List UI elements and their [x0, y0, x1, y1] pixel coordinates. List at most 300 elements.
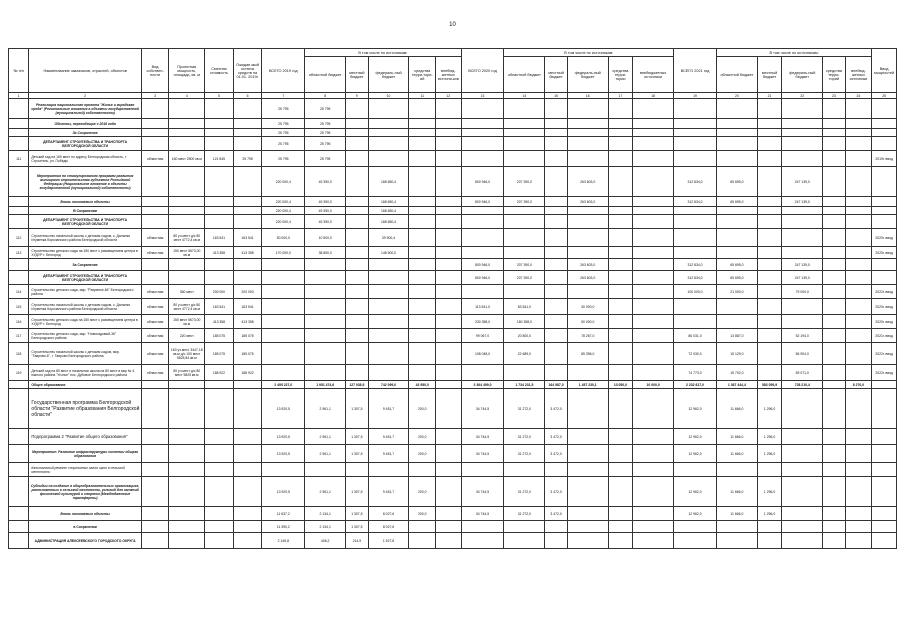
cell-value [205, 429, 234, 445]
cell-value [169, 429, 205, 445]
row-name: Строительство детского сада на 150 мест с размещением центра в ХУДУР г. Белгород [29, 315, 141, 329]
table-row [9, 381, 897, 389]
cell-value [545, 137, 567, 151]
cell-value: 34 744,5 [461, 389, 504, 429]
cell-value: 25 795 [262, 151, 305, 167]
cell-value [205, 137, 234, 151]
cell-value: 1 457 230,1 [567, 381, 608, 389]
cell-value: 200,0 [409, 429, 436, 445]
cell-value [368, 99, 409, 119]
cell-value [633, 445, 674, 463]
cell-value [845, 247, 872, 259]
cell-value [608, 343, 633, 365]
cell-value [608, 129, 633, 137]
cell-value: 247 139,0 [782, 197, 823, 207]
cell-value: 34 744,5 [461, 477, 504, 507]
cell-value [233, 429, 262, 445]
cell-value: 163 541 [233, 299, 262, 315]
row-number: 111 [9, 151, 29, 167]
cell-value [567, 215, 608, 229]
cell-value [757, 197, 782, 207]
cell-value: 9 451,7 [368, 477, 409, 507]
cell-value [757, 229, 782, 247]
cell-value [461, 215, 504, 229]
cell-value: 8 027,6 [368, 521, 409, 533]
cell-value [782, 299, 823, 315]
cell-value [845, 445, 872, 463]
cell-value [205, 207, 234, 215]
cell-value [608, 365, 633, 381]
cell-value [368, 299, 409, 315]
row-number [9, 463, 29, 477]
cell-value [545, 229, 567, 247]
cell-value [633, 343, 674, 365]
cell-value [545, 343, 567, 365]
cell-value [461, 129, 504, 137]
header-2020-regional: областной бюджет [504, 57, 545, 93]
cell-value [233, 521, 262, 533]
row-name: Объекты, переходящие с 2018 года [29, 119, 141, 129]
cell-value [305, 329, 346, 343]
cell-value [823, 137, 845, 151]
cell-value [346, 197, 368, 207]
cell-value [346, 329, 368, 343]
cell-value [567, 463, 608, 477]
cell-value [262, 315, 305, 329]
cell-value [823, 329, 845, 343]
cell-value [368, 315, 409, 329]
row-number [9, 429, 29, 445]
cell-value [436, 521, 462, 533]
cell-value: областная [141, 315, 169, 329]
header-2021-regional: областной бюджет [716, 57, 757, 93]
cell-value [845, 215, 872, 229]
cell-value [141, 477, 169, 507]
header-capacity: Проектная мощность, площадь, кв. м [169, 49, 205, 93]
cell-value: 2020г. ввод [872, 315, 897, 329]
cell-value: 79 000,0 [782, 285, 823, 299]
cell-value: 2022г. ввод [872, 343, 897, 365]
cell-value [141, 389, 169, 429]
cell-value [305, 259, 346, 271]
cell-value [346, 229, 368, 247]
cell-value [757, 463, 782, 477]
cell-value [608, 207, 633, 215]
cell-value [823, 151, 845, 167]
cell-value: 170 000,0 [262, 247, 305, 259]
column-number: 4 [169, 93, 205, 99]
cell-value [845, 329, 872, 343]
cell-value: 312 834,0 [674, 259, 717, 271]
cell-value: 1 307,5 [346, 389, 368, 429]
cell-value [845, 259, 872, 271]
cell-value [436, 247, 462, 259]
cell-value [608, 507, 633, 521]
cell-value [633, 129, 674, 137]
cell-value [633, 137, 674, 151]
cell-value [633, 429, 674, 445]
cell-value: 185 075 [233, 343, 262, 365]
row-name: Вновь начинаемые объекты [29, 197, 141, 207]
cell-value [141, 137, 169, 151]
column-number: 23 [823, 93, 845, 99]
cell-value: 13 920,5 [262, 429, 305, 445]
cell-value: 263 603,0 [567, 271, 608, 285]
cell-value [346, 215, 368, 229]
cell-value [141, 207, 169, 215]
cell-value: 163 541 [205, 299, 234, 315]
cell-value [504, 229, 545, 247]
column-number: 13 [461, 93, 504, 99]
cell-value: 13 920,5 [262, 477, 305, 507]
cell-value: 100 000,0 [674, 285, 717, 299]
cell-value: 15 129,0 [716, 343, 757, 365]
cell-value: 413 358 [205, 247, 234, 259]
cell-value [409, 215, 436, 229]
cell-value: 350 мест [169, 285, 205, 299]
cell-value [169, 259, 205, 271]
cell-value [823, 215, 845, 229]
header-total-2020: ВСЕГО 2020 год [461, 49, 504, 93]
cell-value [872, 197, 897, 207]
row-number: 116 [9, 315, 29, 329]
cell-value [169, 507, 205, 521]
cell-value [872, 129, 897, 137]
cell-value [368, 343, 409, 365]
cell-value [169, 477, 205, 507]
column-number: 17 [608, 93, 633, 99]
cell-value [633, 389, 674, 429]
cell-value [567, 389, 608, 429]
cell-value [368, 285, 409, 299]
cell-value [608, 445, 633, 463]
cell-value [823, 285, 845, 299]
column-number: 7 [262, 93, 305, 99]
cell-value [716, 533, 757, 549]
cell-value: 25 795 [305, 151, 346, 167]
cell-value [757, 215, 782, 229]
cell-value [845, 299, 872, 315]
row-name: Детский сад на 80 мест и начальная школа на 80 мест в мкр № 4 южного района "Уголье" пос. Дубовое Белгородского района [29, 365, 141, 381]
cell-value [872, 477, 897, 507]
cell-value [504, 521, 545, 533]
row-number [9, 259, 29, 271]
cell-value [205, 507, 234, 521]
row-number [9, 533, 29, 549]
cell-value: 10 000,0 [633, 381, 674, 389]
cell-value [845, 389, 872, 429]
cell-value: 185 075 [205, 329, 234, 343]
cell-value [436, 99, 462, 119]
cell-value: 3 364 499,0 [461, 381, 504, 389]
cell-value: 220 000,4 [262, 215, 305, 229]
cell-value [461, 119, 504, 129]
cell-value [608, 167, 633, 197]
cell-value: 800 946,0 [461, 271, 504, 285]
cell-value [436, 167, 462, 197]
cell-value [608, 285, 633, 299]
cell-value [567, 119, 608, 129]
cell-value [823, 207, 845, 215]
cell-value [436, 259, 462, 271]
cell-value [633, 477, 674, 507]
row-name: Строительство начальной школы с детским садом, с. Дальняя Игуменка Корочанского района Белгородской области [29, 229, 141, 247]
cell-value [305, 343, 346, 365]
budget-table [8, 48, 897, 549]
cell-value [716, 137, 757, 151]
cell-value [169, 207, 205, 215]
cell-value [845, 463, 872, 477]
row-name: Строительство начальной школы с детским садом, с. Дальняя Игуменка Корочанского района Белгородской области [29, 299, 141, 315]
cell-value [409, 521, 436, 533]
cell-value: 11 637,2 [262, 507, 305, 521]
cell-value: 1 367 444,4 [716, 381, 757, 389]
header-2019-federal: федераль-ный бюджет [368, 57, 409, 93]
cell-value [233, 207, 262, 215]
cell-value [608, 215, 633, 229]
cell-value: 2 961,1 [305, 445, 346, 463]
cell-value [504, 129, 545, 137]
cell-value [716, 151, 757, 167]
cell-value: 200,0 [409, 389, 436, 429]
cell-value [545, 119, 567, 129]
cell-value [845, 365, 872, 381]
cell-value: 25 795 [262, 119, 305, 129]
cell-value [567, 247, 608, 259]
cell-value [169, 271, 205, 285]
row-name: ДЕПАРТАМЕНТ СТРОИТЕЛЬСТВА И ТРАНСПОРТА БЕЛГОРОДСКОЙ ОБЛАСТИ [29, 271, 141, 285]
cell-value [674, 521, 717, 533]
cell-value [233, 477, 262, 507]
cell-value [872, 533, 897, 549]
cell-value [872, 381, 897, 389]
cell-value [845, 285, 872, 299]
cell-value: 200,0 [409, 507, 436, 521]
cell-value: 8 027,6 [368, 507, 409, 521]
header-2020-extrabudget: внебюджетных источники [633, 57, 674, 93]
cell-value [782, 445, 823, 463]
cell-value [757, 151, 782, 167]
cell-value: 25 795 [262, 99, 305, 119]
cell-value [461, 229, 504, 247]
cell-value [409, 229, 436, 247]
cell-value [872, 429, 897, 445]
row-number [9, 137, 29, 151]
cell-value [567, 285, 608, 299]
cell-value: 113 541,0 [461, 299, 504, 315]
cell-value [409, 329, 436, 343]
cell-value [633, 329, 674, 343]
cell-value: 11 666,0 [716, 477, 757, 507]
cell-value [436, 429, 462, 445]
cell-value: 39 500,4 [368, 229, 409, 247]
cell-value [409, 151, 436, 167]
cell-value: 78 267,0 [567, 329, 608, 343]
cell-value [823, 247, 845, 259]
cell-value: 34 744,5 [461, 429, 504, 445]
cell-value [409, 207, 436, 215]
cell-value: 83 541,0 [504, 299, 545, 315]
cell-value: 34 744,5 [461, 507, 504, 521]
row-name: Строительство детского сада, мкр. "Разумное-84" Белгородского района [29, 285, 141, 299]
cell-value [205, 259, 234, 271]
cell-value [716, 119, 757, 129]
column-number: 19 [674, 93, 717, 99]
column-number: 9 [346, 93, 368, 99]
cell-value: 200,0 [409, 445, 436, 463]
header-2020-local: местный бюджет [545, 57, 567, 93]
cell-value: 1 527,8 [368, 533, 409, 549]
cell-value [504, 215, 545, 229]
cell-value: 214,9 [346, 533, 368, 549]
cell-value [545, 129, 567, 137]
cell-value: 22 689,0 [504, 343, 545, 365]
cell-value [305, 315, 346, 329]
cell-value [436, 463, 462, 477]
cell-value [823, 343, 845, 365]
cell-value [409, 119, 436, 129]
cell-value: 3 472,0 [545, 477, 567, 507]
cell-value [674, 207, 717, 215]
cell-value: 728 210,4 [782, 381, 823, 389]
cell-value: 220 000,4 [262, 197, 305, 207]
cell-value [461, 207, 504, 215]
cell-value [545, 167, 567, 197]
cell-value [674, 151, 717, 167]
cell-value: 800 946,0 [461, 259, 504, 271]
cell-value [409, 533, 436, 549]
cell-value: 160 мест 2500 кв.м [169, 151, 205, 167]
row-number [9, 99, 29, 119]
cell-value: 11 666,0 [716, 445, 757, 463]
column-number: 11 [409, 93, 436, 99]
cell-value [872, 207, 897, 215]
cell-value [782, 389, 823, 429]
row-name: Подпрограмма 2 "Развитие общего образования" [29, 429, 141, 445]
cell-value: 8 270,0 [845, 381, 872, 389]
cell-value [409, 247, 436, 259]
cell-value [782, 477, 823, 507]
row-name: Субсидии на создание в общеобразовательных организациях, расположенных в сельской местности, условий для занятий физической культурой и спортом (Межбюджетные трансферты) [29, 477, 141, 507]
cell-value [872, 259, 897, 271]
cell-value: 220 мест [169, 329, 205, 343]
cell-value: 3 472,0 [545, 445, 567, 463]
header-2019-regional: областной бюджет [305, 57, 346, 93]
cell-value [169, 381, 205, 389]
table-row [9, 99, 897, 119]
cell-value [233, 99, 262, 119]
cell-value: 43 950,0 [409, 381, 436, 389]
cell-value [305, 285, 346, 299]
cell-value [262, 365, 305, 381]
column-number: 12 [436, 93, 462, 99]
table-row [9, 119, 897, 129]
cell-value [823, 533, 845, 549]
cell-value [567, 99, 608, 119]
cell-value: 13 920,5 [262, 389, 305, 429]
cell-value [608, 151, 633, 167]
cell-value [674, 215, 717, 229]
header-2021-territory: средства терри-торий [823, 57, 845, 93]
header-sources-2020: В том числе по источникам: [504, 49, 674, 57]
cell-value [436, 129, 462, 137]
cell-value [633, 365, 674, 381]
row-number: 115 [9, 299, 29, 315]
header-2019-extrabudget: внебюд-жетных источни-ков [436, 57, 462, 93]
cell-value: 1 296,0 [757, 389, 782, 429]
column-number: 3 [141, 93, 169, 99]
cell-value: 150 мест 5673,00 кв.м [169, 247, 205, 259]
cell-value [823, 129, 845, 137]
cell-value [461, 247, 504, 259]
cell-value [436, 533, 462, 549]
cell-value [409, 271, 436, 285]
cell-value [823, 315, 845, 329]
cell-value [545, 365, 567, 381]
cell-value [141, 381, 169, 389]
column-number: 14 [504, 93, 545, 99]
cell-value [823, 259, 845, 271]
cell-value [845, 533, 872, 549]
cell-value: 30 000,0 [567, 299, 608, 315]
cell-value [633, 315, 674, 329]
cell-value [608, 299, 633, 315]
cell-value [169, 445, 205, 463]
cell-value [409, 365, 436, 381]
cell-value [368, 259, 409, 271]
cell-value [233, 389, 262, 429]
cell-value [409, 343, 436, 365]
cell-value [567, 533, 608, 549]
cell-value [461, 137, 504, 151]
row-number: 117 [9, 329, 29, 343]
cell-value: 2020г. ввод [872, 229, 897, 247]
cell-value [845, 521, 872, 533]
cell-value: 163 541 [233, 229, 262, 247]
cell-value: областная [141, 151, 169, 167]
cell-value [368, 119, 409, 129]
column-number: 1 [9, 93, 29, 99]
cell-value [545, 463, 567, 477]
row-name: Капитальный ремонт спортивных залов школ в сельской местности [29, 463, 141, 477]
cell-value [305, 463, 346, 477]
cell-value: 2 961,1 [305, 477, 346, 507]
cell-value [409, 197, 436, 207]
cell-value: 413 358 [205, 315, 234, 329]
cell-value [608, 429, 633, 445]
cell-value [845, 207, 872, 215]
cell-value [757, 271, 782, 285]
cell-value: 31 272,0 [504, 445, 545, 463]
cell-value [141, 429, 169, 445]
cell-value [141, 271, 169, 285]
cell-value [409, 259, 436, 271]
cell-value: 312 834,0 [674, 167, 717, 197]
cell-value [305, 365, 346, 381]
cell-value [346, 167, 368, 197]
cell-value [436, 381, 462, 389]
cell-value [757, 99, 782, 119]
cell-value [633, 533, 674, 549]
cell-value [545, 521, 567, 533]
cell-value [409, 167, 436, 197]
cell-value [567, 229, 608, 247]
table-row [9, 151, 897, 167]
cell-value [674, 533, 717, 549]
header-2021-extrabudget: внебюд-жетных источники [845, 57, 872, 93]
row-number [9, 119, 29, 129]
cell-value [716, 99, 757, 119]
